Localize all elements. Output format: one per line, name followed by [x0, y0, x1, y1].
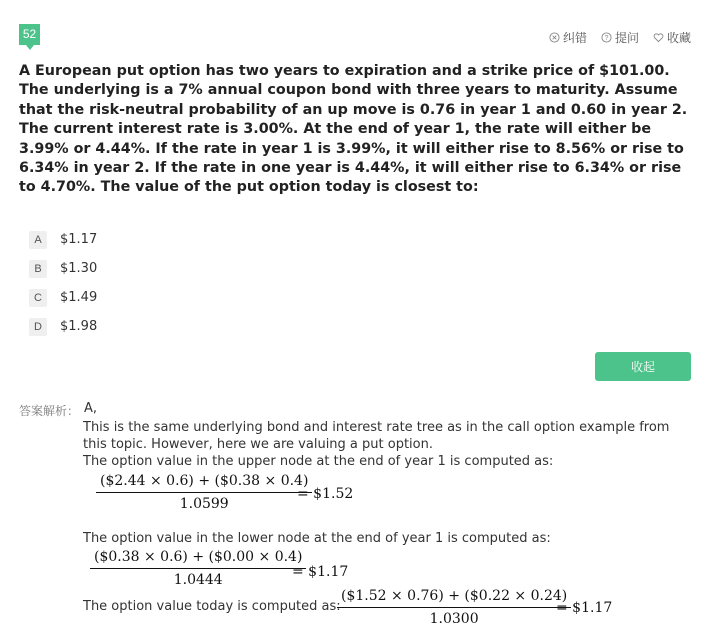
equation-2-denominator: 1.0444: [173, 572, 223, 588]
equation-1-result: = $1.52: [297, 486, 354, 502]
option-letter: C: [29, 289, 47, 307]
favorite-button[interactable]: [653, 29, 691, 46]
explanation-paragraph-3: The option value in the lower node at the end of year 1 is computed as:: [83, 531, 551, 546]
explanation-paragraph-2: The option value in the upper node at the end of year 1 is computed as:: [83, 454, 554, 469]
explanation-paragraph-1: This is the same underlying bond and interest rate tree as in the call option example from this topic. However, here we are valuing a put option.: [83, 420, 670, 452]
equation-1-numerator: ($2.44 × 0.6) + ($0.38 × 0.4): [96, 473, 312, 493]
equation-2-fraction: [90, 549, 306, 588]
option-text: $1.17: [60, 232, 98, 247]
option-c[interactable]: [29, 283, 97, 312]
option-a[interactable]: [29, 225, 97, 254]
ask-question-label: 提问: [614, 31, 639, 45]
equation-1-denominator: 1.0599: [179, 496, 229, 512]
equation-2-result: = $1.17: [292, 564, 349, 580]
option-letter: A: [29, 231, 47, 249]
svg-text:?: ?: [604, 34, 609, 42]
question-circle-icon: [601, 32, 612, 43]
equation-3-numerator: ($1.52 × 0.76) + ($0.22 × 0.24): [337, 588, 571, 608]
option-letter: B: [29, 260, 47, 278]
heart-icon: [653, 32, 664, 43]
equation-3-result: = $1.17: [556, 600, 613, 616]
correct-answer: A,: [84, 401, 98, 416]
equation-3-fraction: [337, 588, 571, 627]
report-error-button[interactable]: [549, 29, 587, 46]
close-circle-icon: [549, 32, 560, 43]
equation-2-numerator: ($0.38 × 0.6) + ($0.00 × 0.4): [90, 549, 306, 569]
equation-1-fraction: [96, 473, 312, 512]
collapse-button[interactable]: 收起: [595, 352, 691, 381]
question-actions: [549, 29, 691, 46]
answer-options: [29, 225, 97, 341]
answer-analysis-label: 答案解析：: [19, 404, 80, 418]
option-letter: D: [29, 318, 47, 336]
question-text: A European put option has two years to expiration and a strike price of $101.00. The underlying is a 7% annual coupon bond with three years to maturity. Assume that the risk-neutral probability of an up move is 0.76 in year 1 and 0.60 in year 2. The current interest rate is 3.00%. At the end of year 1, the rate will either be 3.99% or 4.44%. If the rate in year 1 is 3.99%, it will either rise to 8.56% or rise to 6.34% in year 2. If the rate in one year is 4.44%, it will either rise to 6.34% or rise to 4.70%. The value of the put option today is closest to:: [19, 63, 688, 196]
option-text: $1.30: [60, 261, 98, 276]
question-number-badge: 52: [19, 24, 40, 45]
explanation-paragraph-4: The option value today is computed as:: [83, 599, 341, 614]
favorite-label: 收藏: [666, 31, 691, 45]
option-text: $1.49: [60, 290, 98, 305]
option-text: $1.98: [60, 319, 98, 334]
ask-question-button[interactable]: [601, 29, 639, 46]
equation-3-denominator: 1.0300: [429, 611, 479, 627]
option-d[interactable]: [29, 312, 97, 341]
option-b[interactable]: [29, 254, 97, 283]
report-error-label: 纠错: [562, 31, 587, 45]
